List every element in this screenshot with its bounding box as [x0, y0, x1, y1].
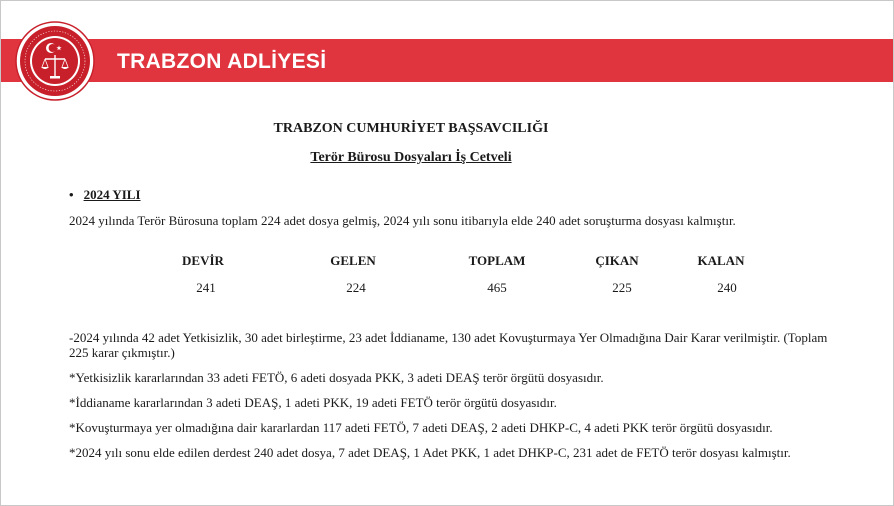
stat-value-devir: 241 [196, 280, 216, 295]
bullet-icon: • [69, 187, 74, 202]
note-paragraph: -2024 yılında 42 adet Yetkisizlik, 30 adet birleştirme, 23 adet İddianame, 130 adet Kovuşturmaya Yer Olmadığına Dair Karar verilmiştir. (Toplam 225 karar çıkmıştır.) [69, 330, 828, 360]
stat-label-toplam: TOPLAM [468, 253, 526, 268]
note-paragraph: *Kovuşturmaya yer olmadığına dair kararlardan 117 adeti FETÖ, 7 adeti DEAŞ, 2 adeti DHKP-C, 4 adeti PKK terör örgütü dosyasıdır. [69, 420, 773, 435]
stat-label-gelen: GELEN [330, 253, 376, 268]
note-paragraph: *Yetkisizlik kararlarından 33 adeti FETÖ, 6 adeti dosyada PKK, 3 adeti DEAŞ terör örgütü dosyasıdır. [69, 370, 604, 385]
ministry-of-justice-seal-icon [15, 21, 95, 101]
title-bar [1, 39, 893, 82]
year-label: 2024 YILI [83, 187, 141, 202]
summary-text: 2024 yılında Terör Bürosuna toplam 224 adet dosya gelmiş, 2024 yılı sonu itibarıyla elde 240 adet soruşturma dosyası kalmıştır. [69, 213, 736, 228]
stat-value-cikan: 225 [612, 280, 632, 295]
stat-value-gelen: 224 [346, 280, 366, 295]
stat-value-toplam: 465 [487, 280, 507, 295]
stat-label-cikan: ÇIKAN [595, 253, 639, 268]
note-paragraph: *İddianame kararlarından 3 adeti DEAŞ, 1 adeti PKK, 19 adeti FETÖ terör örgütü dosyasıdır. [69, 395, 557, 410]
stat-value-kalan: 240 [717, 280, 737, 295]
notes-section [69, 330, 839, 470]
document-subheading: Terör Bürosu Dosyaları İş Cetveli [310, 150, 512, 165]
note-paragraph: *2024 yılı sonu elde edilen derdest 240 adet dosya, 7 adet DEAŞ, 1 Adet PKK, 1 adet DHKP-C, 231 adet de FETÖ terör dosyası kalmıştır. [69, 445, 791, 460]
stat-label-kalan: KALAN [697, 253, 745, 268]
year-bullet [69, 187, 141, 203]
page-title: TRABZON ADLİYESİ [117, 50, 327, 73]
stat-label-devir: DEVİR [182, 253, 224, 268]
document-heading: TRABZON CUMHURİYET BAŞSAVCILIĞI [273, 121, 549, 136]
